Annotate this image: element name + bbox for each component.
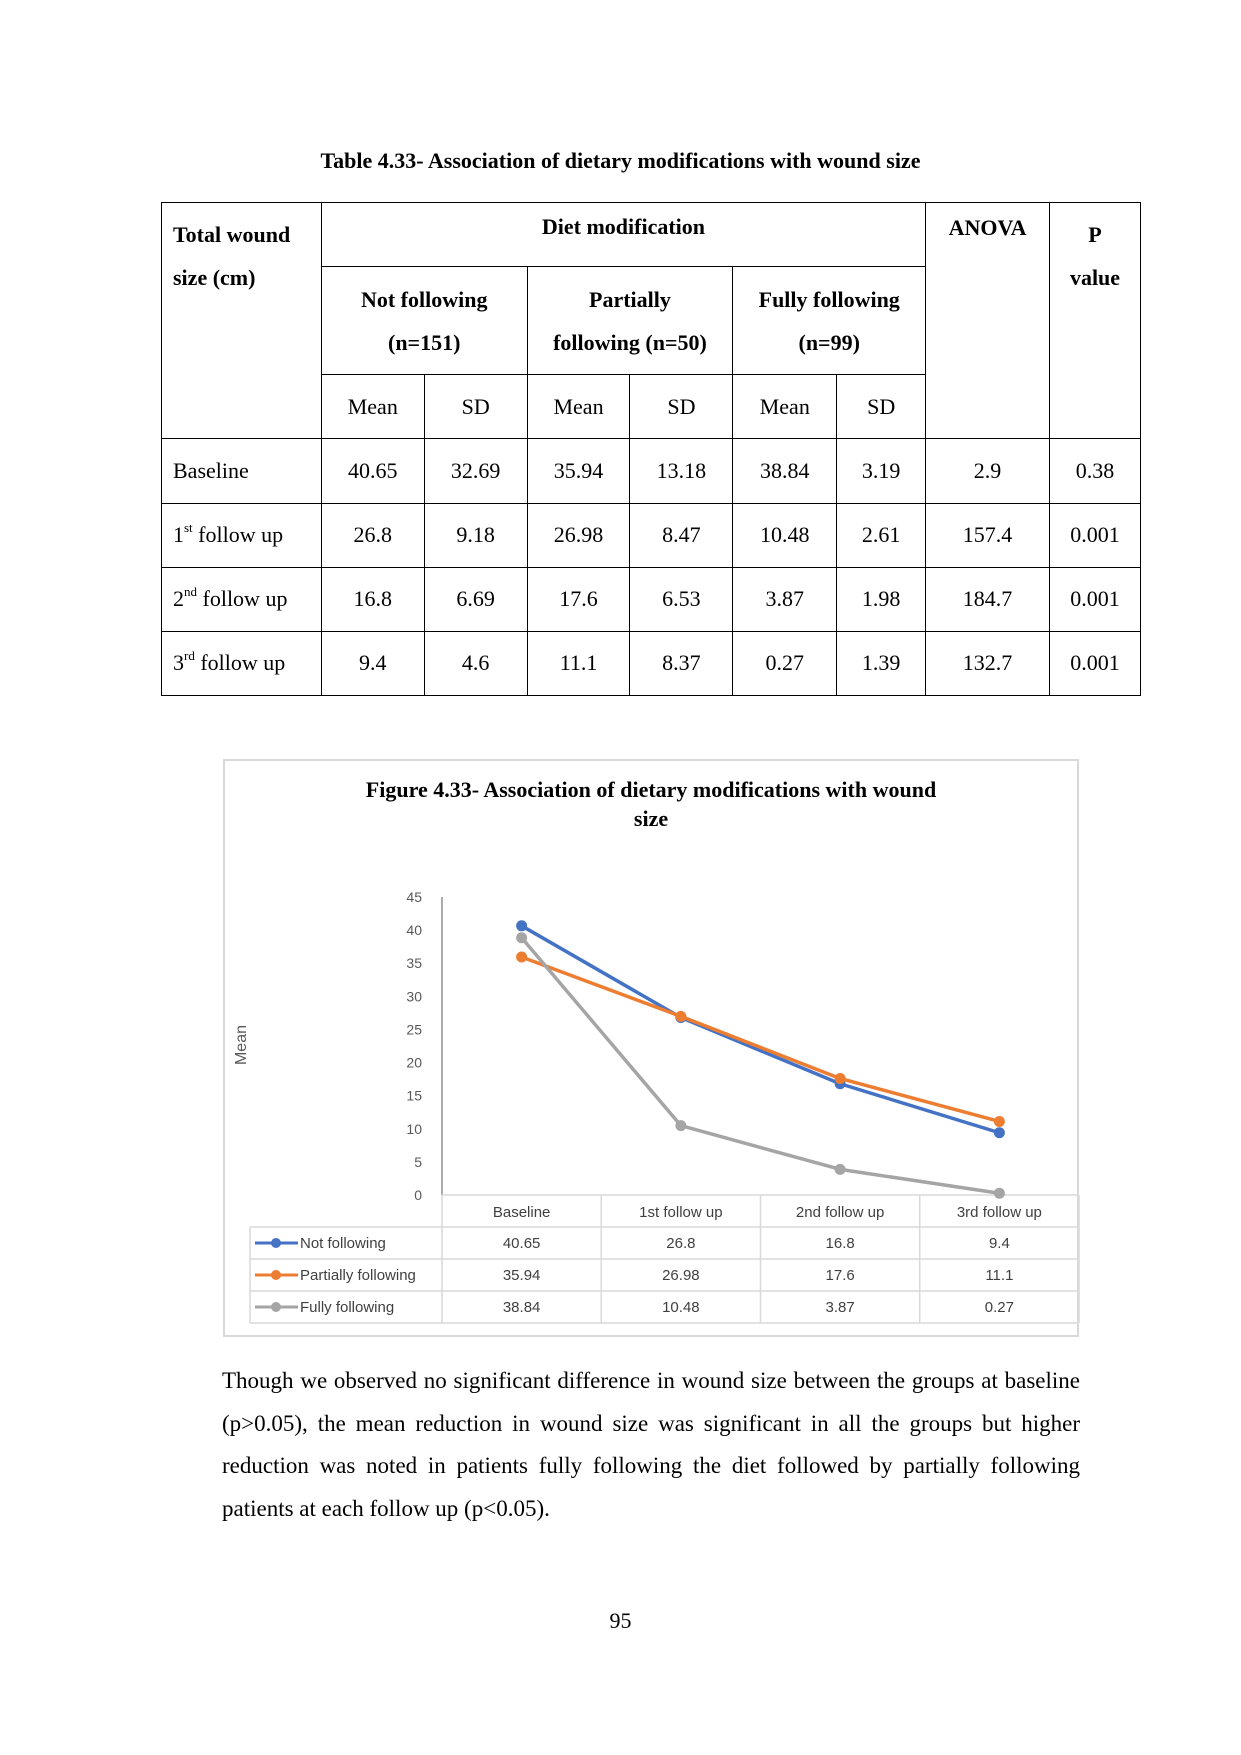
data-table-value: 16.8 — [825, 1235, 855, 1252]
y-tick-label: 10 — [406, 1120, 422, 1137]
row-label-suffix: follow up — [192, 522, 284, 548]
table-cell: 16.8 — [321, 567, 424, 631]
header-p-value-line2: value — [1069, 265, 1121, 290]
table-cell: 26.98 — [527, 503, 630, 567]
table-cell: 0.001 — [1050, 631, 1141, 695]
table-cell: 184.7 — [926, 567, 1050, 631]
page-number: 95 — [609, 1608, 632, 1633]
header-sd: SD — [837, 375, 926, 439]
header-total-wound-line1: Total wound — [173, 222, 291, 247]
table-cell: 157.4 — [926, 503, 1050, 567]
legend-marker — [271, 1270, 281, 1280]
group-fully-following-n: (n=99) — [798, 329, 860, 355]
table-caption: Table 4.33- Association of dietary modifications with wound size — [320, 148, 921, 173]
row-label-text: 3 — [173, 650, 184, 676]
table-cell: 6.69 — [424, 567, 527, 631]
header-sd: SD — [424, 375, 527, 439]
table-cell: 10.48 — [733, 503, 837, 567]
y-tick-label: 0 — [414, 1187, 422, 1203]
y-tick-label: 25 — [406, 1021, 422, 1038]
x-category-label: 2nd follow up — [795, 1204, 885, 1221]
header-mean: Mean — [527, 375, 630, 439]
data-table-value: 17.6 — [825, 1267, 855, 1284]
x-category-label: 1st follow up — [639, 1204, 723, 1221]
row-label-text: 1 — [173, 522, 184, 548]
data-table-value: 9.4 — [988, 1235, 1010, 1252]
row-label-suffix: follow up — [197, 586, 288, 612]
data-point — [516, 951, 527, 962]
table-cell: 13.18 — [630, 439, 733, 503]
table-cell: 2.61 — [837, 503, 926, 567]
group-fully-following-label: Fully following — [758, 286, 900, 312]
data-table-value: 0.27 — [984, 1299, 1014, 1316]
y-tick-label: 30 — [406, 988, 422, 1005]
row-label-suffix: follow up — [194, 650, 286, 676]
y-tick-label: 20 — [406, 1054, 422, 1071]
table-cell: 1.39 — [837, 631, 926, 695]
table-cell: 3.19 — [837, 439, 926, 503]
data-table-value: 10.48 — [662, 1299, 700, 1316]
legend-label: Fully following — [300, 1299, 395, 1316]
table-cell: 3.87 — [733, 567, 837, 631]
group-not-following-n: (n=151) — [388, 329, 461, 355]
x-category-label: 3rd follow up — [956, 1204, 1042, 1221]
y-axis-title: Mean — [233, 1024, 250, 1066]
data-table-value: 40.65 — [502, 1235, 541, 1252]
figure-title-line2: size — [633, 806, 669, 831]
figure-title-line1: Figure 4.33- Association of dietary modifications with wound — [365, 777, 937, 802]
y-tick-label: 15 — [406, 1087, 422, 1104]
y-tick-label: 40 — [406, 922, 422, 939]
data-table-value: 3.87 — [825, 1299, 855, 1316]
group-not-following-label: Not following — [360, 286, 488, 312]
row-label-ordinal: nd — [184, 584, 197, 600]
header-total-wound-line2: size (cm) — [173, 265, 256, 290]
table-cell: 132.7 — [926, 631, 1050, 695]
data-point — [994, 1127, 1005, 1138]
table-cell: 9.18 — [424, 503, 527, 567]
data-point — [835, 1073, 846, 1084]
header-diet-modification: Diet modification — [321, 203, 925, 267]
x-category-label: Baseline — [492, 1204, 551, 1221]
row-label-ordinal: rd — [184, 648, 195, 664]
table-cell: 26.8 — [321, 503, 424, 567]
data-point — [675, 1011, 686, 1022]
data-point — [994, 1188, 1005, 1199]
y-tick-label: 45 — [406, 889, 422, 905]
row-label-text: 2 — [173, 586, 184, 612]
data-table-value: 35.94 — [502, 1267, 541, 1284]
series-line — [522, 957, 1000, 1121]
y-tick-label: 35 — [406, 955, 422, 972]
table-cell: 11.1 — [527, 631, 630, 695]
table-cell: 0.001 — [1050, 567, 1141, 631]
table-cell: 17.6 — [527, 567, 630, 631]
data-point — [835, 1164, 846, 1175]
series-line — [522, 938, 1000, 1193]
row-label-ordinal: st — [184, 520, 193, 536]
table-cell: 4.6 — [424, 631, 527, 695]
legend-label: Partially following — [300, 1267, 416, 1284]
table-cell: 8.47 — [630, 503, 733, 567]
header-mean: Mean — [733, 375, 837, 439]
table-cell: 1.98 — [837, 567, 926, 631]
header-p-value-line1: P — [1088, 222, 1102, 247]
data-point — [516, 920, 527, 931]
group-partially-following-n: following (n=50) — [553, 329, 707, 355]
legend-marker — [271, 1238, 281, 1248]
table-cell: 0.001 — [1050, 503, 1141, 567]
group-partially-following-label: Partially — [589, 286, 671, 312]
table-cell: 8.37 — [630, 631, 733, 695]
data-table-value: 26.8 — [666, 1235, 696, 1252]
data-table-value: 26.98 — [662, 1267, 700, 1284]
table-cell: 2.9 — [926, 439, 1050, 503]
data-point — [994, 1116, 1005, 1127]
table-cell: 0.27 — [733, 631, 837, 695]
table-cell: 32.69 — [424, 439, 527, 503]
table-cell: 38.84 — [733, 439, 837, 503]
header-sd: SD — [630, 375, 733, 439]
table-cell: 0.38 — [1050, 439, 1141, 503]
table-cell: 9.4 — [321, 631, 424, 695]
row-label-text: Baseline — [173, 458, 249, 484]
header-mean: Mean — [321, 375, 424, 439]
header-anova: ANOVA — [926, 203, 1050, 439]
y-tick-label: 5 — [414, 1153, 422, 1170]
data-point — [516, 932, 527, 943]
data-table-value: 38.84 — [502, 1299, 541, 1316]
data-point — [675, 1120, 686, 1131]
legend-marker — [271, 1302, 281, 1312]
table-cell: 35.94 — [527, 439, 630, 503]
data-table-value: 11.1 — [985, 1267, 1014, 1284]
body-paragraph: Though we observed no significant difference in wound size between the groups at baseline (p>0.05), the mean reduction in wound size was significant in all the groups but higher reduction was noted in patients fully following the diet followed by partially following patients at each follow up (p<0.05). — [222, 1368, 1080, 1521]
table-cell: 6.53 — [630, 567, 733, 631]
table-cell: 40.65 — [321, 439, 424, 503]
legend-label: Not following — [300, 1235, 386, 1252]
